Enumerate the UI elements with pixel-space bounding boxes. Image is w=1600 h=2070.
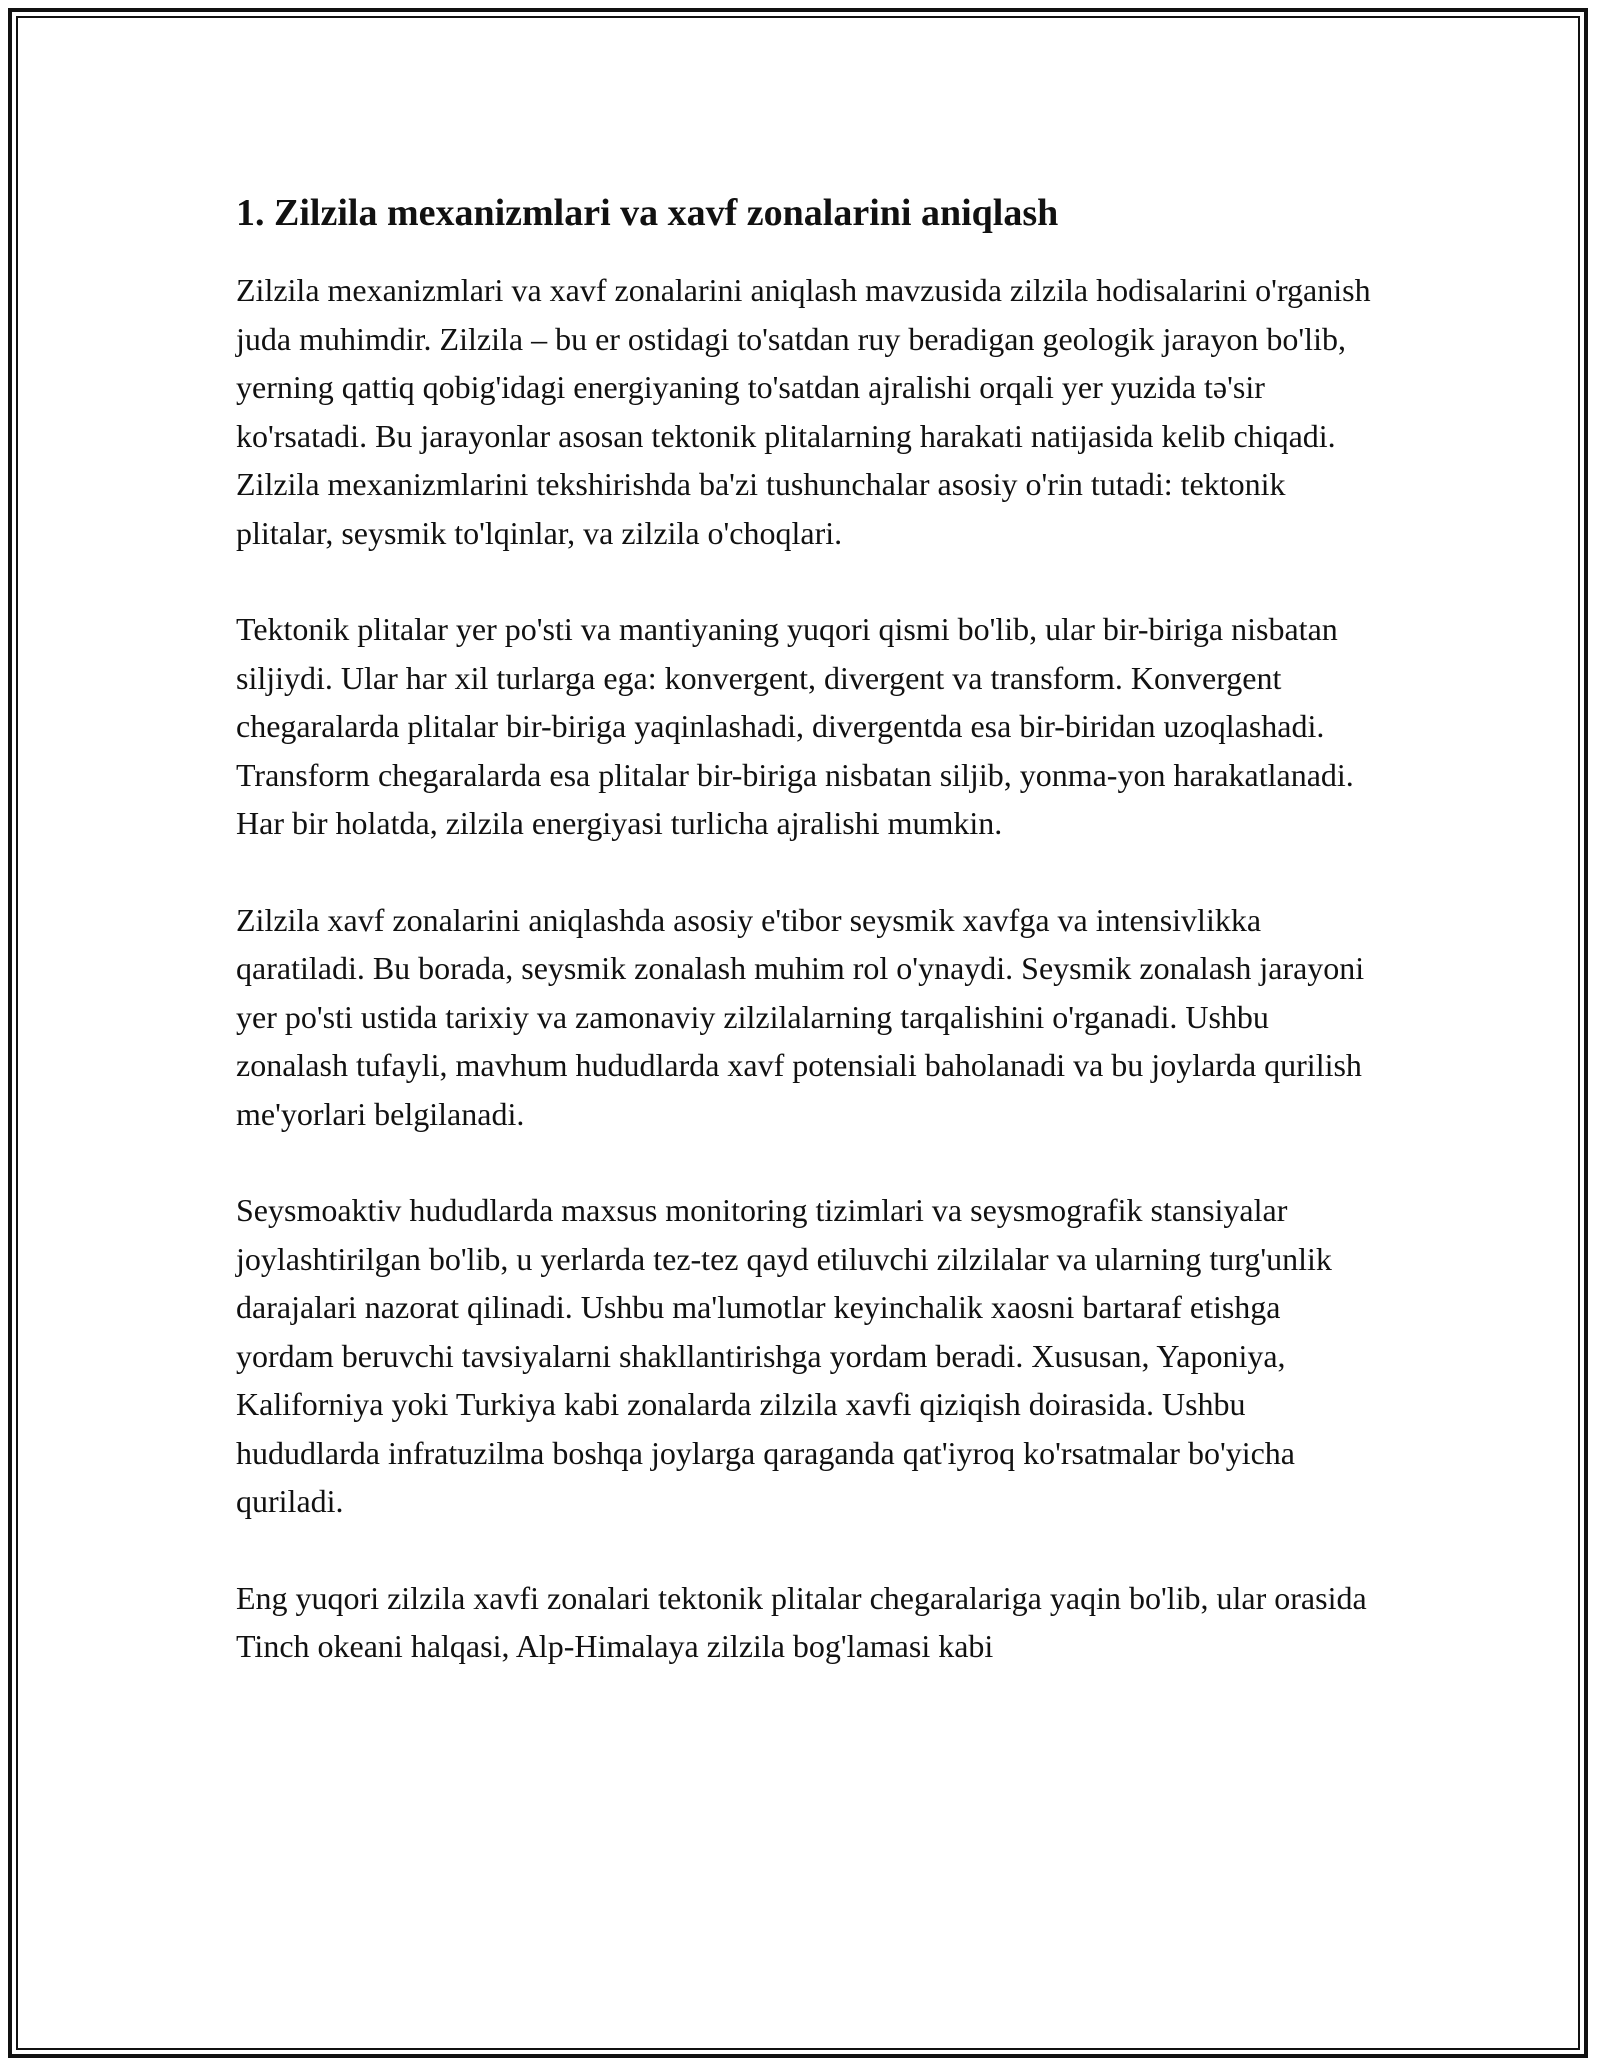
document-body [236,186,1376,1719]
paragraph-3: Zilzila xavf zonalarini aniqlashda asosiy e'tibor seysmik xavfga va intensivlikka qaratiladi. Bu borada, seysmik zonalash muhim rol o'ynaydi. Seysmik zonalash jarayoni yer po'sti ustida tarixiy va zamonaviy zilzilalarning tarqalishini o'rganadi. Ushbu zonalash tufayli, mavhum hududlarda xavf potensiali baholanadi va bu joylarda qurilish me'yorlari belgilanadi. [236,901,1365,1132]
paragraph-5: Eng yuqori zilzila xavfi zonalari tektonik plitalar chegaralariga yaqin bo'lib, ular orasida Tinch okeani halqasi, Alp-Himalaya zilzila bog'lamasi kabi [236,1579,1367,1664]
paragraph-1: Zilzila mexanizmlari va xavf zonalarini aniqlash mavzusida zilzila hodisalarini o'rganish juda muhimdir. Zilzila – bu er ostidagi to'satdan ruy beradigan geologik jarayon bo'lib, yerning qattiq qobig'idagi energiyaning to'satdan ajralishi orqali yer yuzida tə'sir ko'rsatadi. Bu jarayonlar asosan tektonik plitalarning harakati natijasida kelib chiqadi. Zilzila mexanizmlarini tekshirishda ba'zi tushunchalar asosiy o'rin tutadi: tektonik plitalar, seysmik to'lqinlar, va zilzila o'choqlari. [236,272,1371,551]
paragraph-2: Tektonik plitalar yer po'sti va mantiyaning yuqori qismi bo'lib, ular bir-biriga nisbatan siljiydi. Ular har xil turlarga ega: konvergent, divergent va transform. Konvergent chegaralarda plitalar bir-biriga yaqinlashadi, divergentda esa bir-biridan uzoqlashadi. Transform chegaralarda esa plitalar bir-biriga nisbatan siljib, yonma-yon harakatlanadi. Har bir holatda, zilzila energiyasi turlicha ajralishi mumkin. [236,611,1354,841]
section-heading: 1. Zilzila mexanizmlari va xavf zonalarini aniqlash [236,192,1059,234]
paragraph-4: Seysmoaktiv hududlarda maxsus monitoring tizimlari va seysmografik stansiyalar joylashtirilgan bo'lib, u yerlarda tez-tez qayd etiluvchi zilzilalar va ularning turg'unlik darajalari nazorat qilinadi. Ushbu ma'lumotlar keyinchalik xaosni bartaraf etishga yordam beruvchi tavsiyalarni shakllantirishga yordam beradi. Xususan, Yaponiya, Kaliforniya yoki Turkiya kabi zonalarda zilzila xavfi qiziqish doirasida. Ushbu hududlarda infratuzilma boshqa joylarga qaraganda qat'iyroq ko'rsatmalar bo'yicha quriladi. [236,1192,1332,1519]
